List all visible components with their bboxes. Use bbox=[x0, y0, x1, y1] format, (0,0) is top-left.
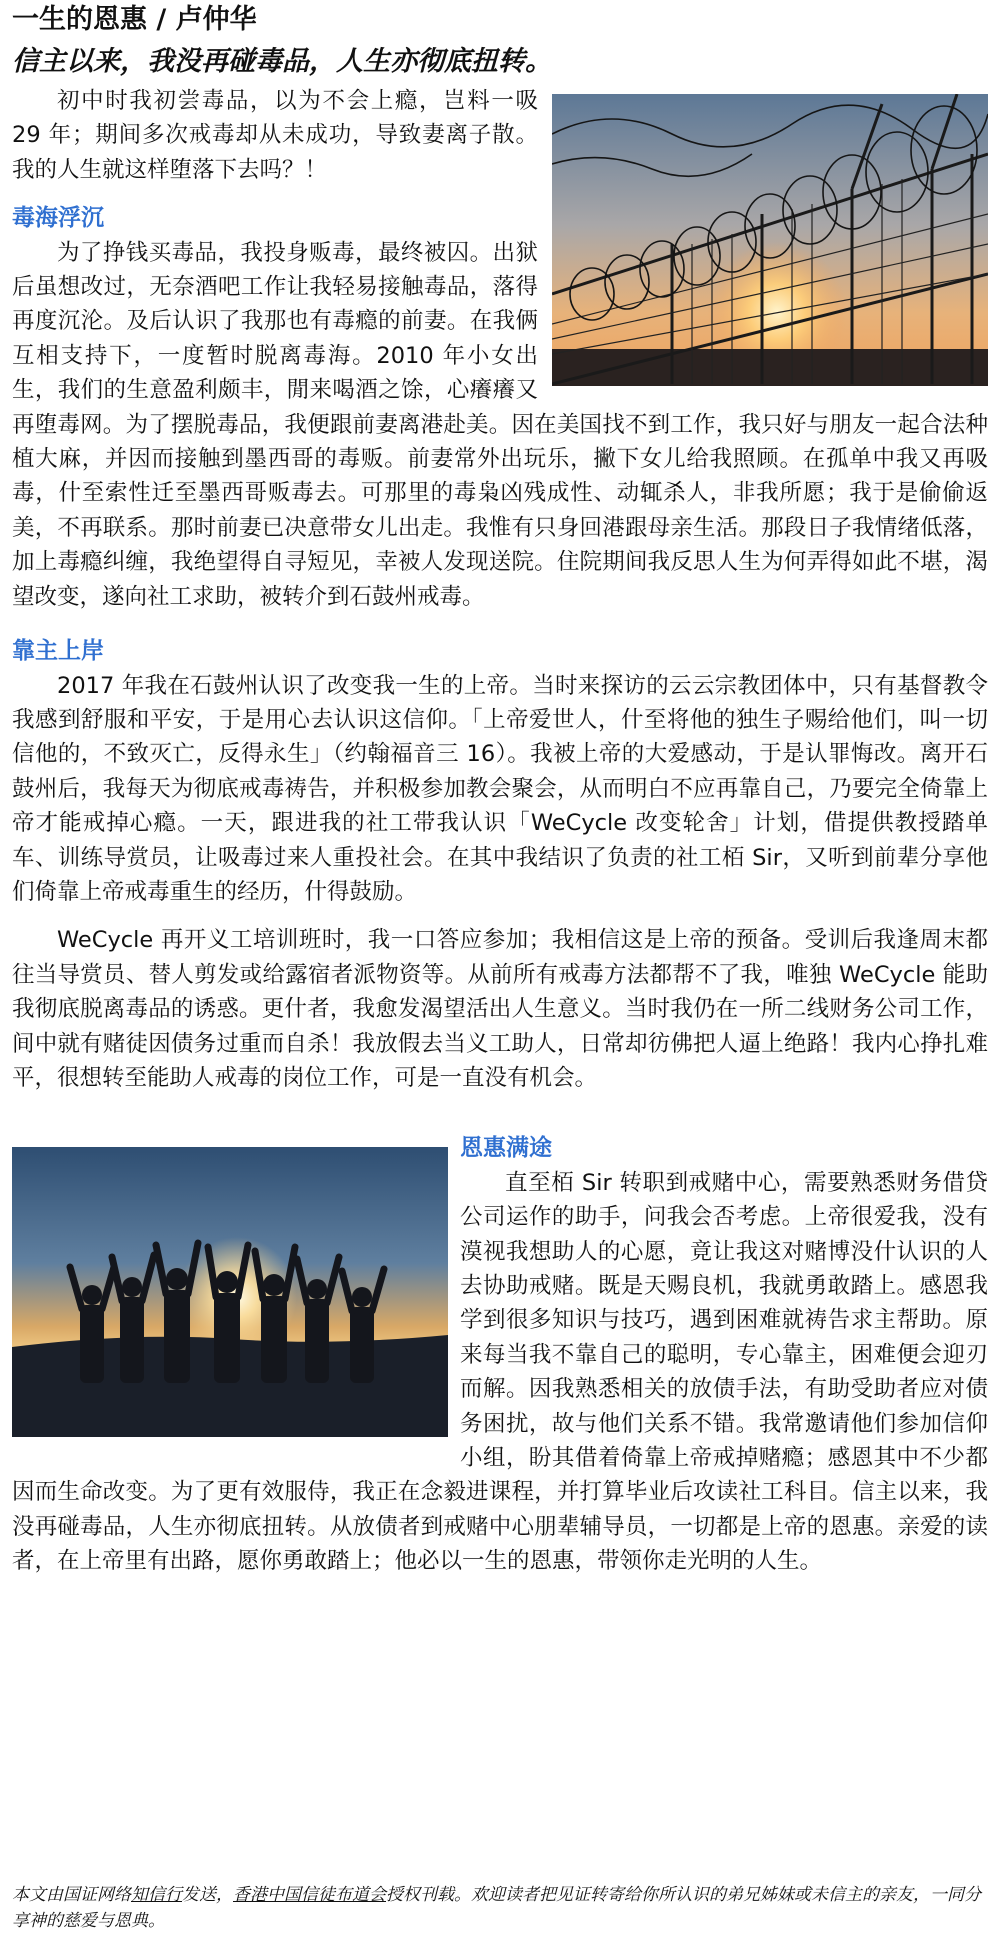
footer-note bbox=[12, 1882, 988, 1934]
fence-photo bbox=[552, 94, 988, 386]
section-heading-2: 靠主上岸 bbox=[12, 638, 104, 665]
title-separator: / bbox=[156, 4, 167, 35]
article-title: 一生的恩惠 bbox=[12, 4, 147, 35]
section-2-paragraph-1: 2017 年我在石鼓州认识了改变我一生的上帝。当时来探访的云云宗教团体中，只有基督教令我感到舒服和平安，于是用心去认识这信仰。「上帝爱世人，什至将他的独生子赐给他们，叫一切信他的，不致灭亡，反得永生」（约翰福音三 16）。我被上帝的大爱感动，于是认罪悔改。离开石鼓州后，我每天为彻底戒毒祷告，并积极参加教会聚会，从而明白不应再靠自己，乃要完全倚靠上帝才能戒掉心瘾。一天，跟进我的社工带我认识「WeCycle 改变轮舍」计划，借提供教授踏单车、训练导赏员，让吸毒过来人重投社会。在其中我结识了负责的社工栢 Sir，又听到前辈分享他们倚靠上帝戒毒重生的经历，什得鼓励。 bbox=[12, 672, 988, 905]
section-3-paragraph-1: 直至栢 Sir 转职到戒赌中心，需要熟悉财务借贷公司运作的助手，问我会否考虑。上帝很爱我，没有漠视我想助人的心愿，竟让我这对赌博没什认识的人去协助戒赌。既是天赐良机，我就勇敢踏上。感恩我学到很多知识与技巧，遇到困难就祷告求主帮助。原来每当我不靠自己的聪明，专心靠主，困难便会迎刃而解。因我熟悉相关的放债手法，有助受助者应对债务困扰，故与他们关系不错。我常邀请他们参加信仰小组，盼其借着倚靠上帝戒掉赌瘾；感恩其中不少都因而生命改变。为了更有效服侍，我正在念毅进课程，并打算毕业后攻读社工科目。信主以来，我没再碰毒品，人生亦彻底扭转。从放债者到戒赌中心朋辈辅导员，一切都是上帝的恩惠。亲爱的读者，在上帝里有出路，愿你勇敢踏上；他必以一生的恩惠，带领你走光明的人生。 bbox=[12, 1169, 988, 1575]
intro-paragraph: 初中时我初尝毒品，以为不会上瘾，岂料一吸 29 年；期间多次戒毒却从未成功，导致妻离子散。我的人生就这样堕落下去吗？！ bbox=[12, 88, 538, 183]
fence-photo-image bbox=[552, 94, 988, 386]
section-1-paragraph-1: 为了挣钱买毒品，我投身贩毒，最终被囚。出狱后虽想改过，无奈酒吧工作让我轻易接触毒品，落得再度沉沦。及后认识了我那也有毒瘾的前妻。在我俩互相支持下，一度暂时脱离毒海。2010 年小女出生，我们的生意盈利颇丰，閒来喝酒之馀，心癢癢又再堕毒网。为了摆脱毒品，我便跟前妻离港赴美。因在美国找不到工作，我只好与朋友一起合法种植大麻，并因而接触到墨西哥的毒贩。前妻常外出玩乐，撇下女儿给我照顾。在孤单中我又再吸毒，什至索性迁至墨西哥贩毒去。可那里的毒枭凶残成性、动辄杀人，非我所愿；我于是偷偷返美，不再联系。那时前妻已决意带女儿出走。我惟有只身回港跟母亲生活。那段日子我情绪低落，加上毒瘾纠缠，我绝望得自寻短见，幸被人发现送院。住院期间我反思人生为何弄得如此不堪，渴望改变，遂向社工求助，被转介到石鼓州戒毒。 bbox=[12, 239, 988, 610]
section-heading-3: 恩惠满途 bbox=[460, 1135, 552, 1162]
footer-link-cce[interactable]: 香港中国信徒布道会 bbox=[233, 1885, 386, 1905]
section-2-paragraph-2: WeCycle 再开义工培训班时，我一口答应参加；我相信这是上帝的预备。受训后我逢周末都往当导赏员、替人剪发或给露宿者派物资等。从前所有戒毒方法都帮不了我，唯独 WeCycle 能助我彻底脱离毒品的诱惑。更什者，我愈发渴望活出人生意义。当时我仍在一所二线财务公司工作，间中就有赌徒因债务过重而自杀！我放假去当义工助人，日常却彷佛把人逼上绝路！我内心挣扎难平，很想转至能助人戒毒的岗位工作，可是一直没有机会。 bbox=[12, 927, 988, 1091]
footer-link-zhixinxing[interactable]: 知信行 bbox=[131, 1885, 182, 1905]
group-photo bbox=[12, 1147, 448, 1437]
author-name: 卢仲华 bbox=[175, 4, 257, 35]
footer-text-2: 发送， bbox=[182, 1885, 233, 1905]
footer-text-1: 本文由国证网络 bbox=[12, 1885, 131, 1905]
article-body bbox=[12, 84, 988, 1579]
article-title-line bbox=[12, 0, 988, 40]
article-subtitle: 信主以来，我没再碰毒品，人生亦彻底扭转。 bbox=[12, 46, 552, 77]
section-heading-1: 毒海浮沉 bbox=[12, 205, 104, 232]
footer-text-3: 授权刊载。欢迎读者把见证转寄给你所认识的弟兄姊妹或未信主的亲友，一同分享神的慈爱与恩典。 bbox=[12, 1885, 981, 1931]
group-photo-image bbox=[12, 1147, 448, 1437]
article bbox=[12, 0, 988, 1931]
